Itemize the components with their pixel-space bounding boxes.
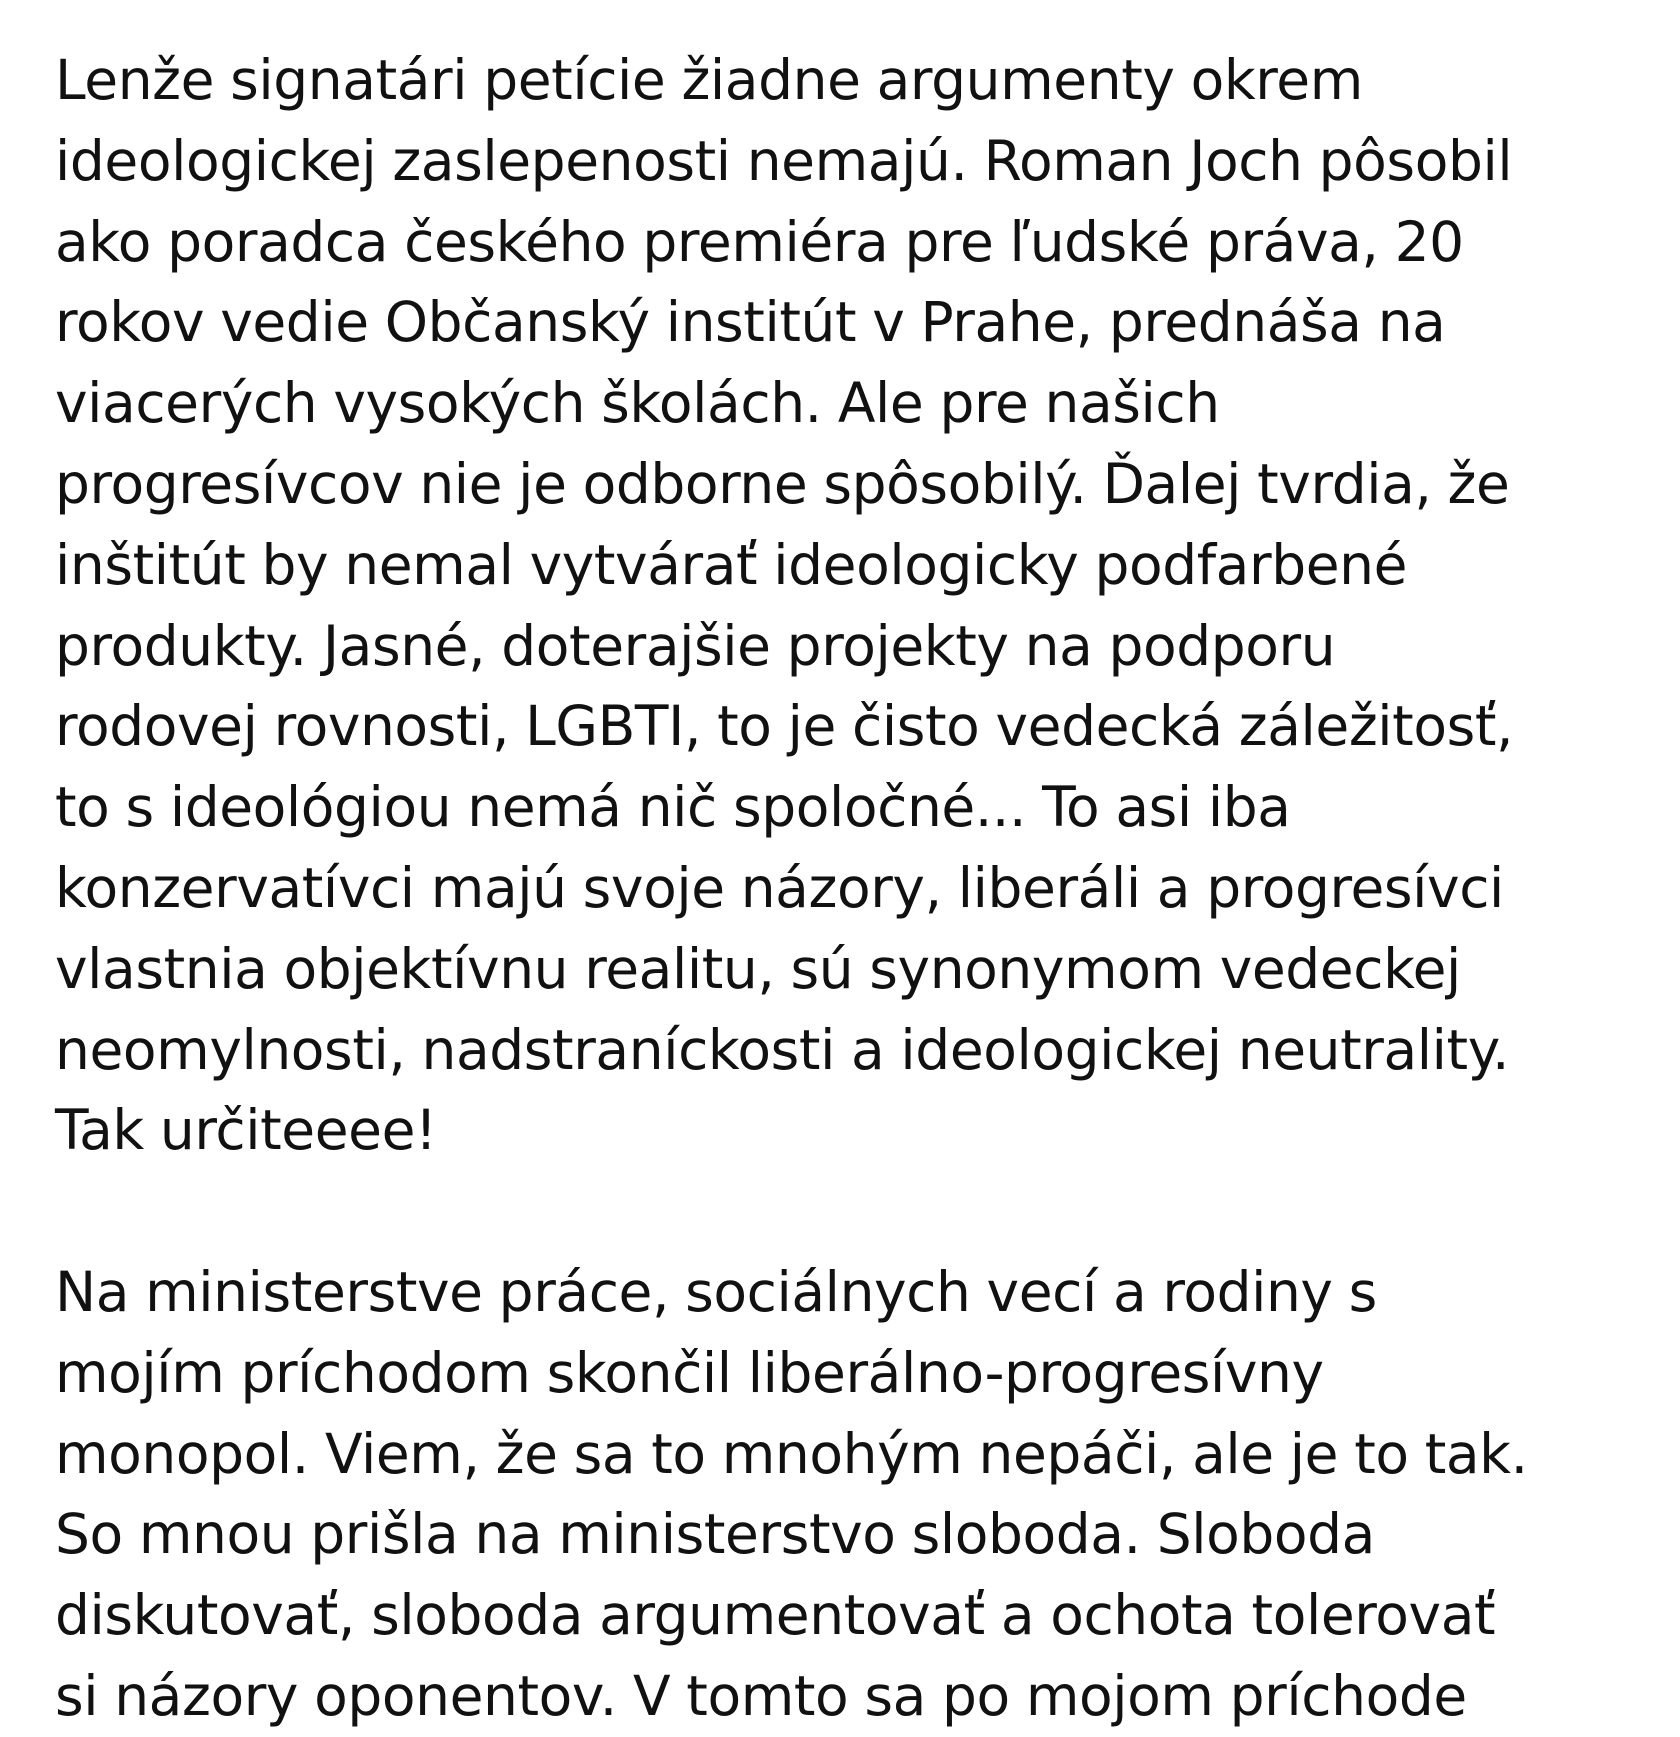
text-line: monopol. Viem, že sa to mnohým nepáči, ale je to tak. bbox=[55, 1421, 1528, 1486]
text-line: Lenže signatári petície žiadne argumenty okrem bbox=[55, 48, 1363, 112]
text-line: rodovej rovnosti, LGBTI, to je čisto vedecká záležitosť, bbox=[55, 694, 1514, 759]
text-line: si názory oponentov. V tomto sa po mojom príchode bbox=[55, 1663, 1467, 1728]
paragraph-1 bbox=[55, 40, 1655, 1171]
text-line: ako poradca českého premiéra pre ľudské práva, 20 bbox=[55, 209, 1464, 274]
text-line: konzervatívci majú svoje názory, liberáli a progresívci bbox=[55, 855, 1504, 920]
text-line: So mnou prišla na ministerstvo sloboda. Sloboda bbox=[55, 1502, 1375, 1567]
text-line: progresívcov nie je odborne spôsobilý. Ďalej tvrdia, že bbox=[55, 451, 1510, 516]
paragraph-gap bbox=[55, 1171, 1655, 1252]
text-line: diskutovať, sloboda argumentovať a ochota tolerovať bbox=[55, 1583, 1496, 1648]
text-line: vlastnia objektívnu realitu, sú synonymom vedeckej bbox=[55, 936, 1461, 1001]
text-line: Tak určiteeee! bbox=[55, 1098, 437, 1163]
post-body bbox=[55, 40, 1655, 1737]
text-line: neomylnosti, nadstraníckosti a ideologickej neutrality. bbox=[55, 1017, 1510, 1082]
text-line: rokov vedie Občanský institút v Prahe, prednáša na bbox=[55, 290, 1446, 355]
text-line: viacerých vysokých školách. Ale pre našich bbox=[55, 371, 1220, 436]
paragraph-2 bbox=[55, 1252, 1655, 1737]
text-line: produkty. Jasné, doterajšie projekty na podporu bbox=[55, 613, 1336, 678]
text-line: Na ministerstve práce, sociálnych vecí a rodiny s bbox=[55, 1259, 1377, 1324]
text-line: ideologickej zaslepenosti nemajú. Roman Joch pôsobil bbox=[55, 128, 1513, 193]
text-line: to s ideológiou nemá nič spoločné... To asi iba bbox=[55, 775, 1291, 840]
text-line: mojím príchodom skončil liberálno-progresívny bbox=[55, 1340, 1324, 1405]
text-line: inštitút by nemal vytvárať ideologicky podfarbené bbox=[55, 532, 1408, 597]
